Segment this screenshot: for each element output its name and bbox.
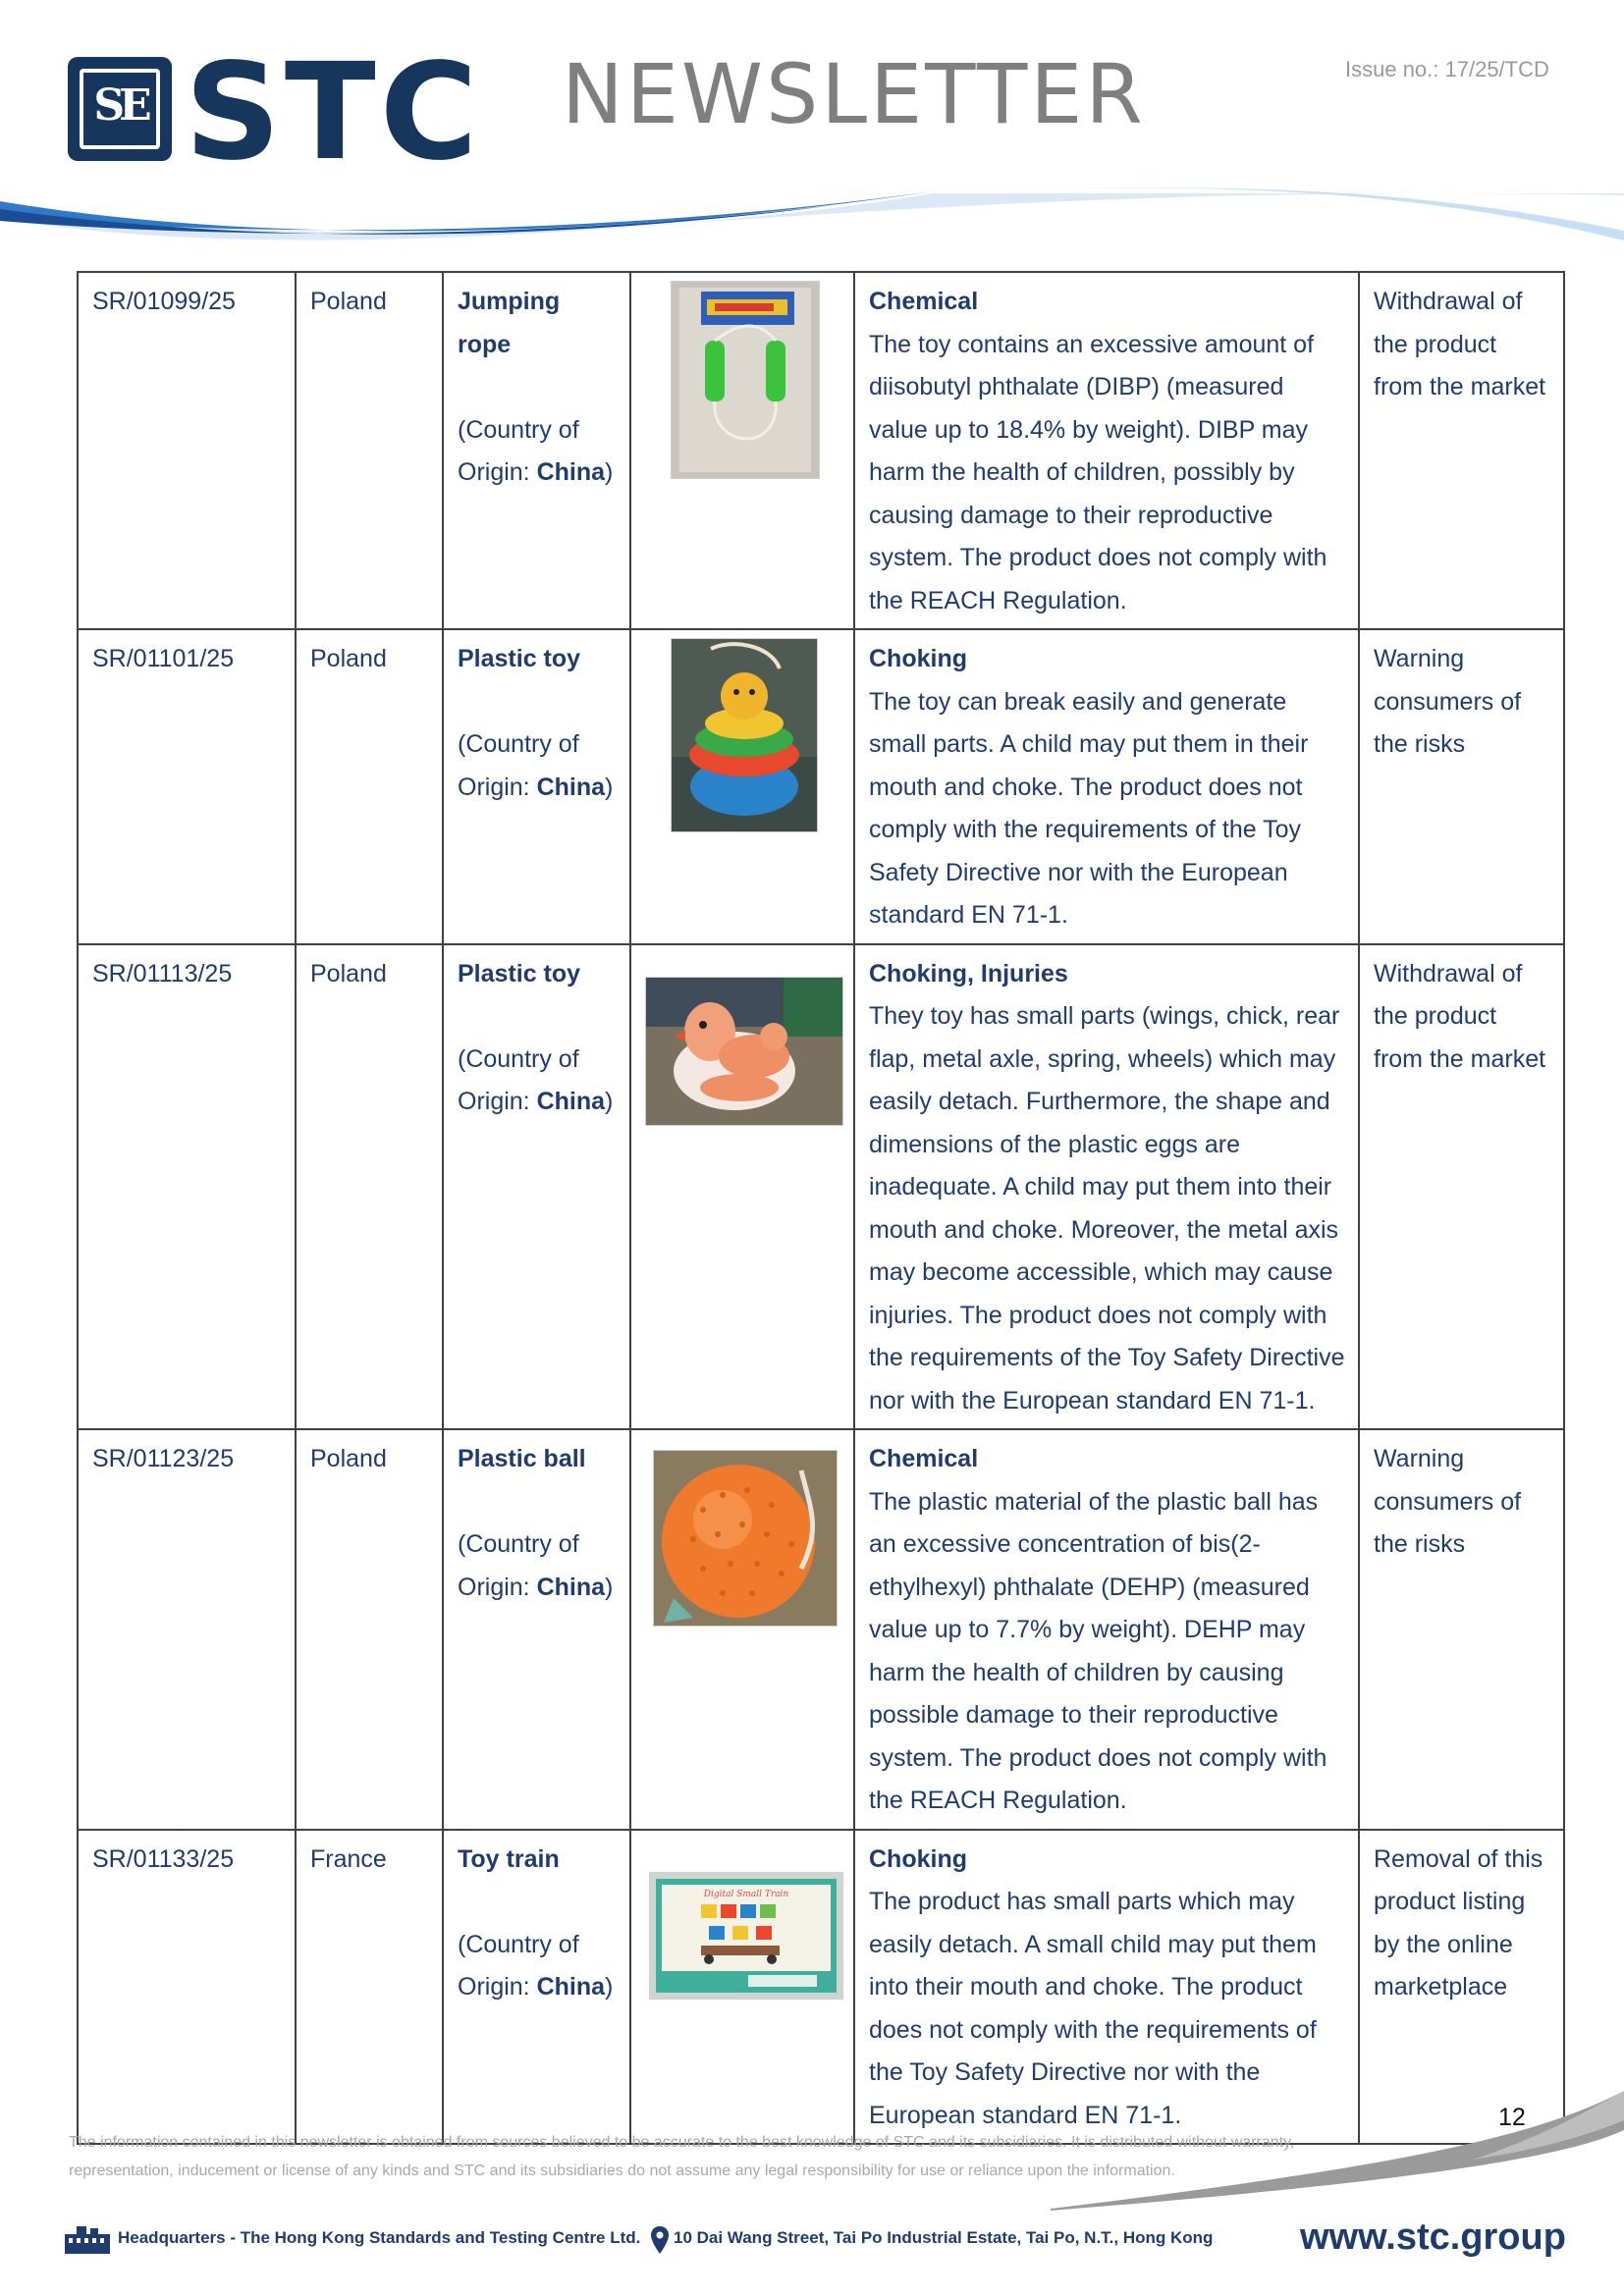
origin-prefix: (Country of [458,1530,579,1558]
stc-logo-text: STC [185,35,482,190]
stacking-toy-photo [671,638,818,832]
origin-line: Origin: China) [458,773,614,801]
risk-description: The product has small parts which may easily detach. A small child may put them into their mouth and choke. The product does not comply with the requirements of the Toy Safety Directive nor with the European standard EN 71-1. [869,1888,1317,2129]
logo-mark-letters: SE [93,80,146,131]
risk-type: Choking, Injuries [869,959,1068,988]
risk-description: They toy has small parts (wings, chick, rear flap, metal axle, spring, wheels) which may easily detach. Furthermore, the shape and dimensions of the plastic eggs are inadequate. A child may put them into their mouth and choke. Moreover, the metal axis may become accessible, which may cause injuries. The product does not comply with the requirements of the Toy Safety Directive nor with the European standard EN 71-1. [869,1002,1345,1415]
product-name: Plastic toy [458,959,581,988]
product-name: Plastic toy [458,645,581,672]
footer-contact-bar [63,2216,1575,2260]
measure-cell: Removal of this product listing by the online marketplace [1359,1830,1564,2145]
reference-cell: SR/01133/25 [78,1830,296,2145]
risk-description: The toy can break easily and generate small parts. A child may put them in their mouth and choke. The product does not comply with the requirements of the Toy Safety Directive nor with the European standard EN 71-1. [869,687,1309,929]
table-row [78,272,1564,629]
origin-line: Origin: China) [458,1973,614,2001]
origin-line: Origin: China) [458,1088,614,1115]
page-number: 12 [1498,2104,1526,2131]
stc-logo-mark [68,57,172,161]
page-header [0,0,1624,255]
origin-country: China [536,773,606,801]
origin-prefix: (Country of [458,730,579,758]
reference-cell: SR/01123/25 [78,1429,296,1830]
product-cell [443,1830,630,2145]
risk-type: Choking [869,1844,967,1873]
risk-type: Chemical [869,1445,979,1472]
building-icon [63,2224,112,2254]
risk-type: Chemical [869,288,979,315]
image-cell [630,1429,854,1830]
risk-cell [854,272,1359,629]
origin-country: China [536,1088,606,1115]
toy-train-box-photo [649,1872,843,2000]
issue-number: Issue no.: 17/25/TCD [1345,57,1549,81]
header-wave-decoration [0,182,1624,260]
table-row [78,944,1564,1430]
risk-type: Choking [869,645,967,672]
country-cell: Poland [296,629,443,944]
reference-cell: SR/01099/25 [78,272,296,629]
product-name: Toy train [458,1844,560,1873]
origin-prefix: (Country of [458,1930,579,1958]
country-cell: Poland [296,944,443,1430]
country-cell: France [296,1830,443,2145]
risk-cell [854,944,1359,1430]
product-name: Jumping rope [458,288,561,358]
disclaimer: The information contained in this newsletter is obtained from sources believed to be accurate to the best knowledge of STC and its subsidiaries. It is distributed without warranty, representation, inducement or license of any kinds and STC and its subsidiaries do not assume any legal responsibility for use or reliance upon the information. [69,2134,1295,2179]
product-recall-table [77,271,1565,2145]
location-pin-icon [650,2226,670,2254]
newsletter-title: NEWSLETTER [562,46,1146,142]
table-row [78,629,1564,944]
address-text: 10 Dai Wang Street, Tai Po Industrial Estate, Tai Po, N.T., Hong Kong [674,2228,1214,2247]
product-name: Plastic ball [458,1445,586,1472]
measure-cell: Warning consumers of the risks [1359,629,1564,944]
image-cell [630,944,854,1430]
country-cell: Poland [296,272,443,629]
origin-country: China [536,1573,606,1601]
jumping-rope-photo [671,281,820,479]
risk-description: The toy contains an excessive amount of diisobutyl phthalate (DIBP) (measured value up to 18.4% by weight). DIBP may harm the health of children, possibly by causing damage to their reproductive system. The product does not comply with the REACH Regulation. [869,330,1327,614]
origin-country: China [536,458,606,486]
product-cell [443,272,630,629]
reference-cell: SR/01101/25 [78,629,296,944]
image-cell [630,272,854,629]
website-link[interactable]: www.stc.group [1300,2216,1566,2258]
origin-line: Origin: China) [458,458,614,486]
risk-description: The plastic material of the plastic ball has an excessive concentration of bis(2-ethylhexyl) phthalate (DEHP) (measured value up to 7.7% by weight). DEHP may harm the health of children by causing possible damage to their reproductive system. The product does not comply with the REACH Regulation. [869,1487,1327,1814]
table-row [78,1429,1564,1830]
measure-cell: Withdrawal of the product from the market [1359,944,1564,1430]
reference-cell: SR/01113/25 [78,944,296,1430]
hen-toy-photo [645,977,843,1126]
country-cell: Poland [296,1429,443,1830]
measure-cell: Withdrawal of the product from the market [1359,272,1564,629]
image-cell [630,629,854,944]
train-box-label: Digital Small Train [703,1889,789,1899]
measure-cell: Warning consumers of the risks [1359,1429,1564,1830]
origin-line: Origin: China) [458,1573,614,1601]
product-cell [443,1429,630,1830]
origin-country: China [536,1973,606,2001]
origin-prefix: (Country of [458,415,579,444]
product-cell [443,629,630,944]
risk-cell [854,1429,1359,1830]
spiky-ball-photo [653,1450,838,1627]
image-cell [630,1830,854,2145]
product-cell [443,944,630,1430]
risk-cell [854,629,1359,944]
origin-prefix: (Country of [458,1044,579,1073]
headquarters-text: Headquarters - The Hong Kong Standards and Testing Centre Ltd. [118,2228,641,2247]
